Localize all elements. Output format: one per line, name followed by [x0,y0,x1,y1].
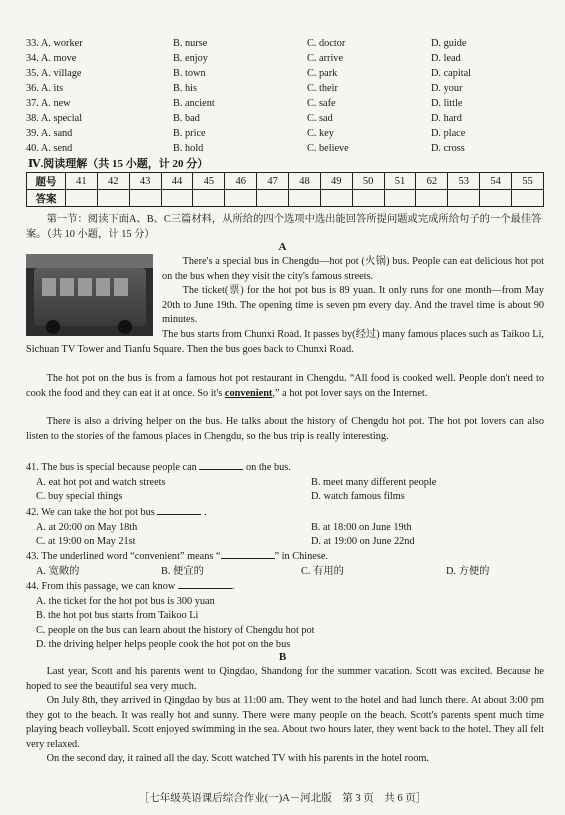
question-41: 41. The bus is special because people can on the bus. A. eat hot pot and watch streets B. meet many different people C. buy special things D. watch famous films [26,459,546,505]
passage-b-letter: B [278,651,287,663]
cloze-option[interactable]: B. bad [173,113,200,124]
cloze-option[interactable]: 36. A. its [26,83,64,94]
cloze-option-row [26,81,546,96]
passage-a-p4: The hot pot on the bus is from a famous hot pot restaurant in Chengdu. “All food is cooked well. People don't need to cook the food and they can eat it at once. So it's convenient,” a hot pot lover says on the Internet. [26,373,544,399]
answer-table-answer-row [27,190,544,207]
question-44: 44. From this passage, we can know . A. the ticket for the hot pot bus is 300 yuan B. the hot pot bus starts from Taikoo Li C. people on the bus can learn about the history of Chengdu hot pot D. the driving helper helps people cook the hot pot on the bus [26,578,546,653]
q42-option-b[interactable]: B. at 18:00 on June 19th [311,521,412,533]
question-number-cell: 55 [512,173,544,190]
cloze-option[interactable]: D. your [431,83,463,94]
cloze-option-row [26,141,546,156]
q41-option-a[interactable]: A. eat hot pot and watch streets [36,476,166,488]
answer-table-row1-label: 题号 [27,173,66,190]
question-42: 42. We can take the hot pot bus . A. at 20:00 on May 18th B. at 18:00 on June 19th C. at 19:00 on May 21st D. at 19:00 on June 22nd [26,504,546,550]
cloze-option[interactable]: B. enjoy [173,53,208,64]
answer-cell[interactable] [352,190,384,207]
cloze-option-row [26,126,546,141]
cloze-option[interactable]: B. town [173,68,206,79]
cloze-option[interactable]: 40. A. send [26,143,73,154]
cloze-option-row [26,96,546,111]
cloze-option[interactable]: D. little [431,98,463,109]
answer-cell[interactable] [257,190,289,207]
cloze-option-row [26,51,546,66]
cloze-option[interactable]: C. their [307,83,338,94]
answer-cell[interactable] [97,190,129,207]
keyword-convenient: convenient [224,387,273,399]
cloze-option[interactable]: B. nurse [173,38,208,49]
q42-option-a[interactable]: A. at 20:00 on May 18th [36,521,138,533]
answer-cell[interactable] [512,190,544,207]
answer-cell[interactable] [225,190,257,207]
cloze-option[interactable]: D. cross [431,143,465,154]
cloze-option[interactable]: B. hold [173,143,204,154]
cloze-option[interactable]: D. lead [431,53,461,64]
answer-cell[interactable] [480,190,512,207]
cloze-option[interactable]: D. guide [431,38,467,49]
q44-option-a[interactable]: A. the ticket for the hot pot bus is 300 yuan [36,595,215,607]
cloze-option[interactable]: 35. A. village [26,68,82,79]
cloze-option[interactable]: C. safe [307,98,336,109]
question-number-cell: 41 [66,173,98,190]
question-number-cell: 45 [193,173,225,190]
cloze-option[interactable]: D. place [431,128,466,139]
q43-option-a[interactable]: A. 宽敞的 [36,565,80,577]
passage-b-p1: Last year, Scott and his parents went to Qingdao, Shandong for the summer vacation. Scott was excited. Because he hoped to see the beautiful sea very much. [26,666,544,692]
question-number-cell: 42 [97,173,129,190]
passage-a-p1: There's a special bus in Chengdu—hot pot (火锅) bus. People can eat delicious hot pot on the bus when they visit the city's famous streets. [162,256,544,282]
section-title: Ⅳ.阅读理解（共 15 小题，计 20 分） [28,158,209,170]
cloze-option[interactable]: B. his [173,83,198,94]
passage-a-p5: There is also a driving helper on the bus. He talks about the history of Chengdu hot pot. The hot pot lovers can also listen to the stories of the famous places in Chengdu, so the bus trip is really interesting. [26,416,544,442]
question-number-cell: 51 [384,173,416,190]
question-number-cell: 53 [448,173,480,190]
cloze-option[interactable]: D. hard [431,113,462,124]
question-number-cell: 49 [320,173,352,190]
q43-option-b[interactable]: B. 便宜的 [161,565,204,577]
cloze-option[interactable]: 37. A. new [26,98,71,109]
passage-b-p3: On the second day, it rained all the day. Scott watched TV with his parents in the hotel room. [46,753,429,764]
question-number-cell: 43 [129,173,161,190]
passage-a-letter: A [278,241,287,253]
answer-cell[interactable] [193,190,225,207]
question-number-cell: 54 [480,173,512,190]
answer-cell[interactable] [448,190,480,207]
cloze-option[interactable]: C. park [307,68,338,79]
cloze-option[interactable]: 39. A. sand [26,128,73,139]
answer-table-row2-label: 答案 [27,190,66,207]
hot-pot-bus-photo [26,254,153,336]
cloze-option-row [26,36,546,51]
question-number-cell: 62 [416,173,448,190]
answer-cell[interactable] [129,190,161,207]
q44-option-c[interactable]: C. people on the bus can learn about the history of Chengdu hot pot [36,624,315,636]
q41-option-c[interactable]: C. buy special things [36,491,123,502]
cloze-option-row [26,111,546,126]
answer-cell[interactable] [416,190,448,207]
cloze-option[interactable]: C. believe [307,143,349,154]
passage-b-p2: On July 8th, they arrived in Qingdao by bus at 11:00 am. They went to the hotel and had lunch there. At about 3:00 pm they got to the beach. It was really hot and sunny. There were many people on the beach. Scott's parents spent much time playing beach volleyball. Scott enjoyed swimming in the sea. About two hours later, they went back to the hotel. They all felt very relaxed. [26,695,544,750]
answer-cell[interactable] [161,190,193,207]
passage-a-p3: The bus starts from Chunxi Road. It passes by(经过) many famous places such as Taikoo Li, Sichuan TV Tower and Tianfu Square. Then the bus goes back to Chunxi Road. [26,329,545,355]
answer-cell[interactable] [384,190,416,207]
q42-option-d[interactable]: D. at 19:00 on June 22nd [311,536,415,547]
q41-option-b[interactable]: B. meet many different people [311,476,437,488]
passage-a-p2: The ticket(票) for the hot pot bus is 89 yuan. It only runs for one month—from May 20th to June 19th. The opening time is seven pm every day. And the travel time is about 90 minutes. [162,285,544,325]
cloze-option[interactable]: 38. A. special [26,113,83,124]
answer-cell[interactable] [320,190,352,207]
cloze-option[interactable]: C. doctor [307,38,346,49]
question-number-cell: 48 [289,173,321,190]
question-number-cell: 50 [352,173,384,190]
cloze-option[interactable]: B. ancient [173,98,215,109]
reading-instruction: 第一节：阅读下面A、B、C三篇材料，从所给的四个选项中选出能回答所提问题或完成所给句子的一个最佳答案。（共 10 小题，计 15 分） [26,214,542,240]
q44-option-d[interactable]: D. the driving helper helps people cook the hot pot on the bus [36,639,291,650]
cloze-option-row [26,66,546,81]
question-43: 43. The underlined word “convenient” means “ ” in Chinese. A. 宽敞的 B. 便宜的 C. 有用的 D. 方便的 [26,548,546,579]
q41-option-d[interactable]: D. watch famous films [311,491,405,502]
question-number-cell: 44 [161,173,193,190]
cloze-options [26,36,546,156]
answer-cell[interactable] [66,190,98,207]
q43-option-c[interactable]: C. 有用的 [301,565,344,577]
cloze-option[interactable]: C. sad [307,113,333,124]
cloze-option[interactable]: 33. A. worker [26,38,83,49]
cloze-option[interactable]: B. price [173,128,206,139]
q42-option-c[interactable]: C. at 19:00 on May 21st [36,536,136,547]
q43-option-d[interactable]: D. 方便的 [446,565,490,577]
cloze-option[interactable]: C. arrive [307,53,344,64]
answer-table-number-row [27,173,544,190]
answer-cell[interactable] [289,190,321,207]
cloze-option[interactable]: 34. A. move [26,53,77,64]
question-number-cell: 46 [225,173,257,190]
cloze-option[interactable]: C. key [307,128,334,139]
answer-table [26,172,544,207]
question-number-cell: 47 [257,173,289,190]
q44-option-b[interactable]: B. the hot pot bus starts from Taikoo Li [36,610,199,621]
cloze-option[interactable]: D. capital [431,68,472,79]
page-footer: ［七年级英语课后综合作业(一)A－河北版 第 3 页 共 6 页］ [138,793,427,804]
